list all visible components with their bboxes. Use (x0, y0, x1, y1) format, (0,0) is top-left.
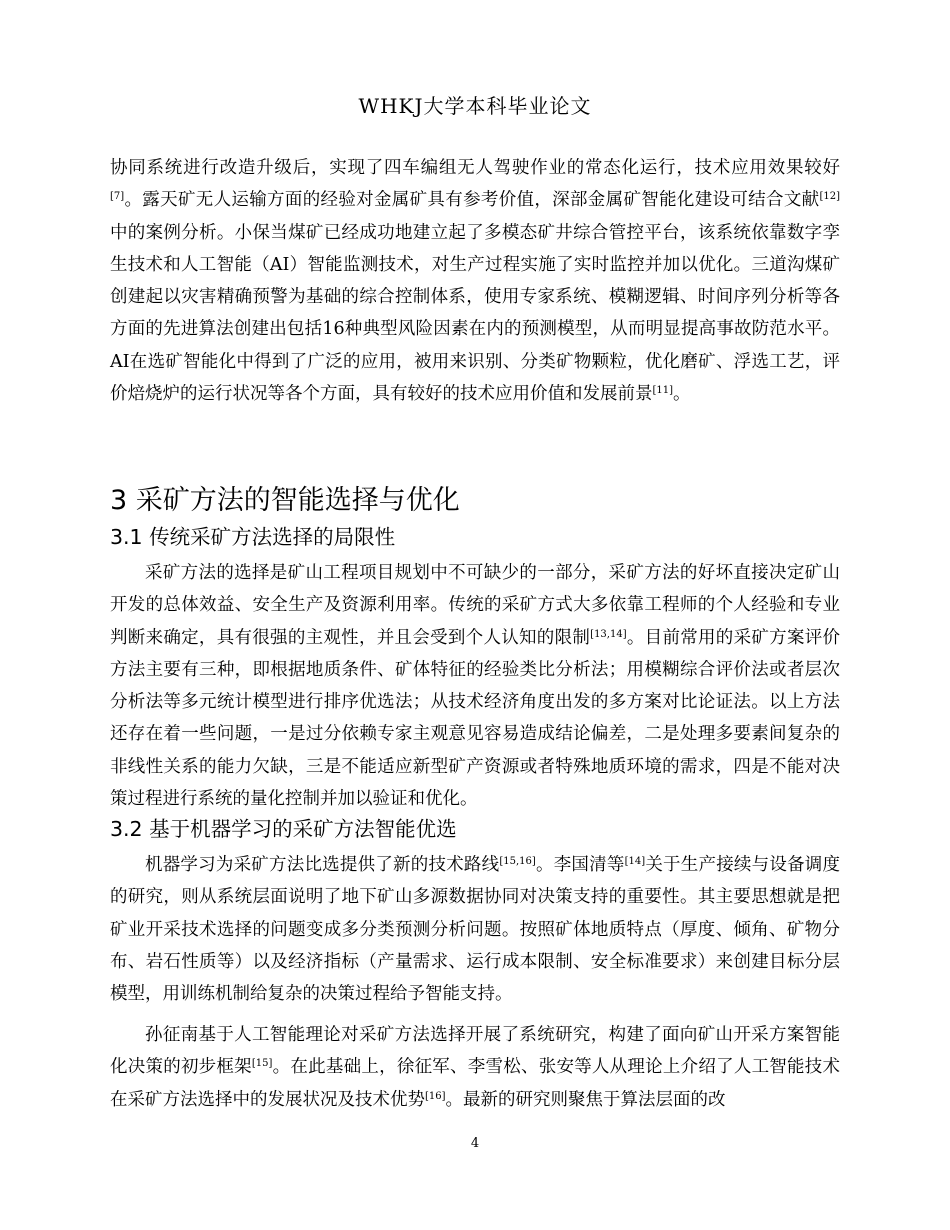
section-3-2-body-continued (110, 1019, 840, 1116)
citation: [11] (652, 385, 674, 397)
text-run: 孙征南基于人工智能理论对采矿方法选择开展了系统研究，构建了面向矿山开采方案智能化决策的初步框架 (110, 1025, 840, 1078)
page-number: 4 (470, 1136, 480, 1151)
text-run: 。目前常用的采矿方案评价方法主要有三种，即根据地质条件、矿体特征的经验类比分析法；用模糊综合评价法或者层次分析法等多元统计模型进行排序优选法；从技术经济角度出发的多方案对比论证法。以上方法还存在着一些问题，一是过分依赖专家主观意见容易造成结论偏差，二是处理多要素间复杂的非线性关系的能力欠缺，三是不能适应新型矿产资源或者特殊地质环境的需求，四是不能对决策过程进行系统的量化控制并加以验证和优化。 (110, 627, 841, 810)
section-heading-3-2: 3.2 基于机器学习的采矿方法智能优选 (110, 817, 457, 841)
citation: [15] (251, 1058, 273, 1070)
citation: [7] (110, 191, 125, 203)
citation: [12] (819, 191, 840, 203)
text-run: 。露天矿无人运输方面的经验对金属矿具有参考价值，深部金属矿智能化建设可结合文献 (124, 190, 820, 211)
citation: [13,14] (590, 628, 627, 640)
body-paragraph (110, 557, 840, 815)
text-run: 。李国清等 (535, 855, 625, 875)
citation: [16] (425, 1090, 446, 1102)
chapter-heading: 3 采矿方法的智能选择与优化 (110, 485, 460, 516)
section-3-1-body (110, 557, 840, 815)
text-run: 关于生产接续与设备调度的研究，则从系统层面说明了地下矿山多源数据协同对决策支持的重要性。其主要思想就是把矿业开采技术选择的问题变成多分类预测分析问题。按照矿体地质特点（厚度、倾角、矿物分布、岩石性质等）以及经济指标（产量需求、运行成本限制、安全标准要求）来创建目标分层模型，用训练机制给复杂的决策过程给予智能支持。 (110, 855, 841, 1005)
page-body (110, 152, 841, 1110)
body-paragraph (110, 1019, 840, 1116)
citation: [14] (624, 856, 646, 867)
text-run: 。 (673, 384, 691, 405)
intro-paragraph (110, 152, 840, 410)
citation: [15,16] (499, 856, 536, 867)
running-header: WHKJ大学本科毕业论文 (358, 94, 592, 118)
text-run: 协同系统进行改造升级后，实现了四车编组无人驾驶作业的常态化运行，技术应用效果较好 (110, 158, 840, 178)
text-run: 中的案例分析。小保当煤矿已经成功地建立起了多模态矿井综合管控平台，该系统依靠数字孪生技术和人工智能（AI）智能监测技术，对生产过程实施了实时监控并加以优化。三道沟煤矿创建起以灾害精确预警为基础的综合控制体系，使用专家系统、模糊逻辑、时间序列分析等各方面的先进算法创建出包括16种典型风险因素在内的预测模型，从而明显提高事故防范水平。AI在选矿智能化中得到了广泛的应用，被用来识别、分类矿物颗粒，优化磨矿、浮选工艺，评价焙烧炉的运行状况等各个方面，具有较好的技术应用价值和发展前景 (110, 222, 840, 405)
text-run: 机器学习为采矿方法比选提供了新的技术路线 (145, 855, 500, 875)
body-paragraph (110, 849, 840, 1010)
section-3-2-body (110, 849, 840, 1010)
section-heading-3-1: 3.1 传统采矿方法选择的局限性 (110, 525, 396, 549)
text-run: 采矿方法的选择是矿山工程项目规划中不可缺少的一部分，采矿方法的好坏直接决定矿山开发的总体效益、安全生产及资源利用率。传统的采矿方式大多依靠工程师的个人经验和专业判断来确定，具有很强的主观性，并且会受到个人认知的限制 (110, 563, 840, 648)
text-run: 。最新的研究则聚焦于算法层面的改 (445, 1089, 726, 1110)
text-run: 。在此基础上，徐征军、李雪松、张安等人从理论上介绍了人工智能技术在采矿方法选择中的发展状况及技术优势 (110, 1057, 841, 1110)
